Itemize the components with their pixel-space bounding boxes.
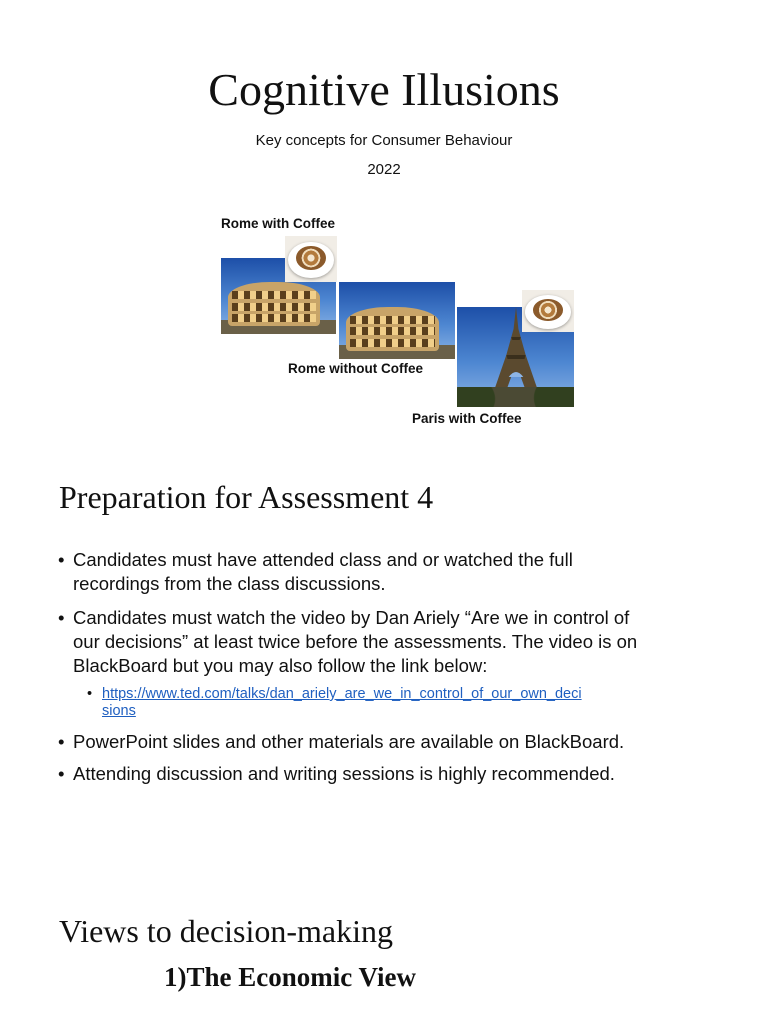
bullet-line: • Attending discussion and writing sessions is highly recommended.: [73, 763, 615, 784]
bullet-line: BlackBoard but you may also follow the link below:: [73, 655, 488, 676]
assessment-bullet-list: [58, 548, 728, 786]
bullet-line: • Candidates must have attended class and or watched the full: [73, 549, 573, 570]
bullet-item: [58, 762, 728, 786]
slide-title: Cognitive Illusions: [208, 64, 560, 115]
bullet-item: [58, 730, 728, 754]
bullet-item: [58, 548, 728, 596]
decision-making-heading: Views to decision-making: [59, 913, 394, 949]
coffee-cup-photo-paris: [522, 290, 574, 332]
coffee-cup-photo: [285, 236, 337, 282]
slide-subtitle: Key concepts for Consumer Behaviour: [255, 132, 513, 149]
caption-paris-with-coffee: Paris with Coffee: [412, 411, 522, 426]
bullet-line: our decisions” at least twice before the assessments. The video is on: [73, 631, 638, 652]
bullet-line: recordings from the class discussions.: [73, 573, 386, 594]
ted-link-continued[interactable]: sions: [102, 703, 136, 719]
caption-rome-with-coffee: Rome with Coffee: [221, 216, 336, 231]
ted-link[interactable]: • https://www.ted.com/talks/dan_ariely_are_we_in_control_of_our_own_deci: [102, 686, 582, 702]
colosseum-photo-no-coffee: [339, 282, 455, 359]
bullet-line: • PowerPoint slides and other materials are available on BlackBoard.: [73, 731, 625, 752]
caption-rome-without-coffee: Rome without Coffee: [288, 361, 423, 376]
ted-link-item: [58, 686, 728, 720]
slide-year: 2022: [367, 161, 401, 178]
bullet-item: [58, 606, 728, 678]
bullet-line: • Candidates must watch the video by Dan Ariely “Are we in control of: [73, 607, 630, 628]
assessment-heading: Preparation for Assessment 4: [59, 479, 434, 515]
economic-view-subheading: 1)The Economic View: [164, 962, 416, 992]
